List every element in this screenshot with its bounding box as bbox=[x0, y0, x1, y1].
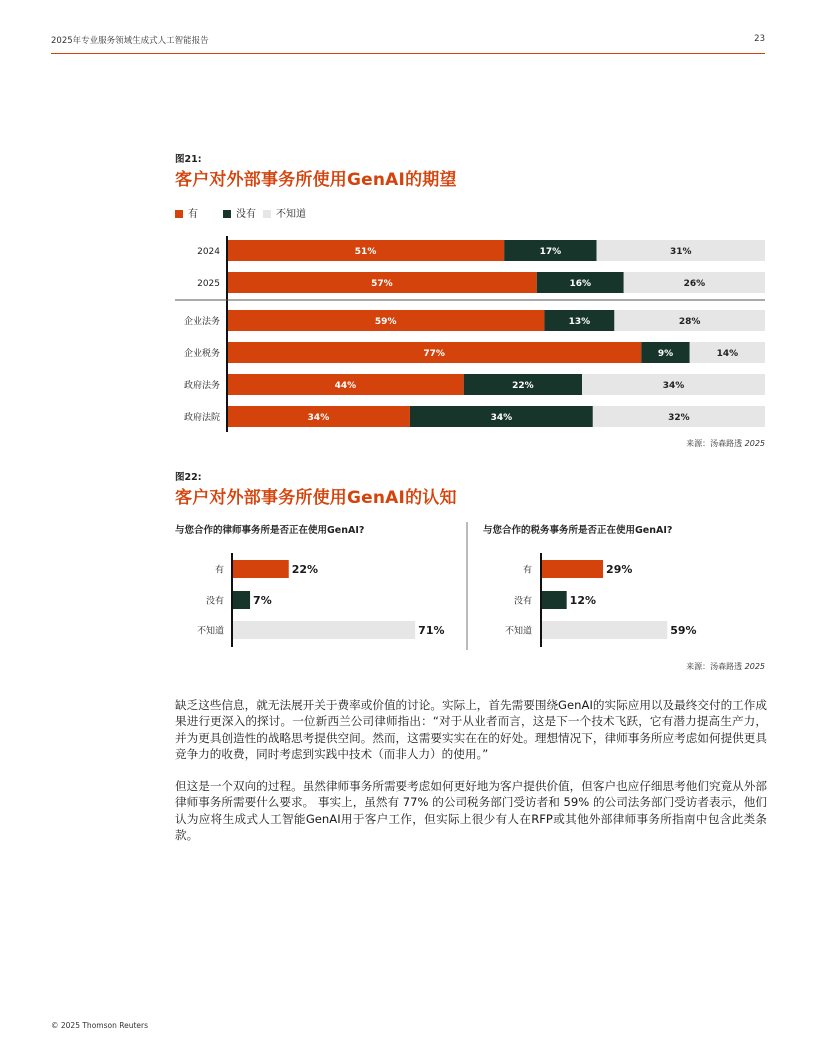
bar bbox=[232, 560, 289, 578]
data-label: 71% bbox=[418, 624, 445, 637]
data-label: 51% bbox=[354, 247, 377, 257]
figure21-source-text: 来源：汤森路透 bbox=[686, 439, 745, 448]
category-label: 有 bbox=[214, 565, 224, 576]
body-paragraph-1: 缺乏这些信息，就无法展开关于费率或价值的讨论。实际上，首先需要围绕GenAI的实际应用以及最终交付的工作成果进行更深入的探讨。一位新西兰公司律师指出：“对于从业者而言，这是下一个技术飞跃，它有潜力提高生产力，并为更具创造性的战略思考提供空间。然而，这需要实实在在的好处。理想情况下，律师事务所应考虑如何提供更具竞争力的收费，同时考虑到实践中技术（而非人力）的使用。” bbox=[175, 698, 767, 761]
data-label: 29% bbox=[606, 563, 633, 576]
figure22-source-year: 2025 bbox=[744, 662, 765, 671]
data-label: 9% bbox=[657, 349, 674, 359]
bar bbox=[541, 591, 567, 609]
figure21-source bbox=[686, 438, 765, 449]
legend-label-no: 没有 bbox=[236, 209, 256, 220]
category-label: 不知道 bbox=[196, 626, 224, 637]
data-label: 59% bbox=[670, 624, 697, 637]
category-label: 政府法院 bbox=[183, 413, 220, 423]
category-label: 企业税务 bbox=[183, 349, 220, 359]
bar bbox=[541, 560, 603, 578]
figure22-label: 图22: bbox=[175, 472, 202, 483]
category-label: 有 bbox=[522, 565, 532, 576]
category-label: 没有 bbox=[513, 596, 532, 607]
category-label: 政府法务 bbox=[183, 381, 220, 391]
data-label: 12% bbox=[569, 594, 597, 607]
figure22-source-text: 来源：汤森路透 bbox=[686, 662, 745, 671]
law-firm-question: 与您合作的律师事务所是否正在使用GenAI? bbox=[175, 525, 365, 536]
page-number: 23 bbox=[754, 34, 765, 44]
category-label: 没有 bbox=[205, 596, 224, 607]
data-label: 13% bbox=[568, 317, 591, 327]
figure22-title: 客户对外部事务所使用GenAI的认知 bbox=[175, 488, 457, 508]
tax-firm-question: 与您合作的税务事务所是否正在使用GenAI? bbox=[483, 525, 673, 536]
data-label: 44% bbox=[334, 381, 357, 391]
data-label: 22% bbox=[291, 563, 319, 576]
data-label: 59% bbox=[374, 317, 397, 327]
data-label: 26% bbox=[683, 279, 706, 289]
data-label: 14% bbox=[716, 349, 739, 359]
data-label: 77% bbox=[423, 349, 445, 359]
bar bbox=[232, 621, 415, 639]
figure21-label: 图21: bbox=[175, 154, 202, 165]
category-label: 2024 bbox=[197, 247, 220, 257]
data-label: 34% bbox=[490, 413, 513, 423]
data-label: 31% bbox=[669, 247, 692, 257]
data-label: 28% bbox=[678, 317, 701, 327]
report-title: 2025年专业服务领域生成式人工智能报告 bbox=[51, 36, 209, 46]
data-label: 32% bbox=[668, 413, 690, 423]
category-label: 企业法务 bbox=[183, 317, 220, 327]
legend-label-yes: 有 bbox=[188, 209, 198, 220]
copyright: © 2025 Thomson Reuters bbox=[51, 1021, 149, 1030]
figure22-source bbox=[686, 661, 765, 672]
data-label: 22% bbox=[512, 381, 534, 391]
figure21-title: 客户对外部事务所使用GenAI的期望 bbox=[175, 170, 457, 190]
body-paragraph-2: 但这是一个双向的过程。虽然律师事务所需要考虑如何更好地为客户提供价值，但客户也应仔细思考他们究竟从外部律师事务所需要什么要求。 事实上，虽然有 77% 的公司税务部门受访者和 59% 的公司法务部门受访者表示，他们认为应将生成式人工智能GenAI用于客户工作，但实际上很少有人在RFP或其他外部律师事务所指南中包含此类条款。 bbox=[175, 779, 767, 842]
data-label: 34% bbox=[307, 413, 330, 423]
figure21-source-year: 2025 bbox=[744, 439, 765, 448]
data-label: 7% bbox=[253, 594, 272, 607]
data-label: 16% bbox=[569, 279, 592, 289]
data-label: 34% bbox=[662, 381, 685, 391]
data-label: 57% bbox=[371, 279, 393, 289]
bar bbox=[232, 591, 250, 609]
legend-label-unknown: 不知道 bbox=[276, 209, 306, 220]
category-label: 2025 bbox=[197, 279, 220, 289]
bar bbox=[541, 621, 667, 639]
data-label: 17% bbox=[539, 247, 562, 257]
category-label: 不知道 bbox=[504, 626, 532, 637]
